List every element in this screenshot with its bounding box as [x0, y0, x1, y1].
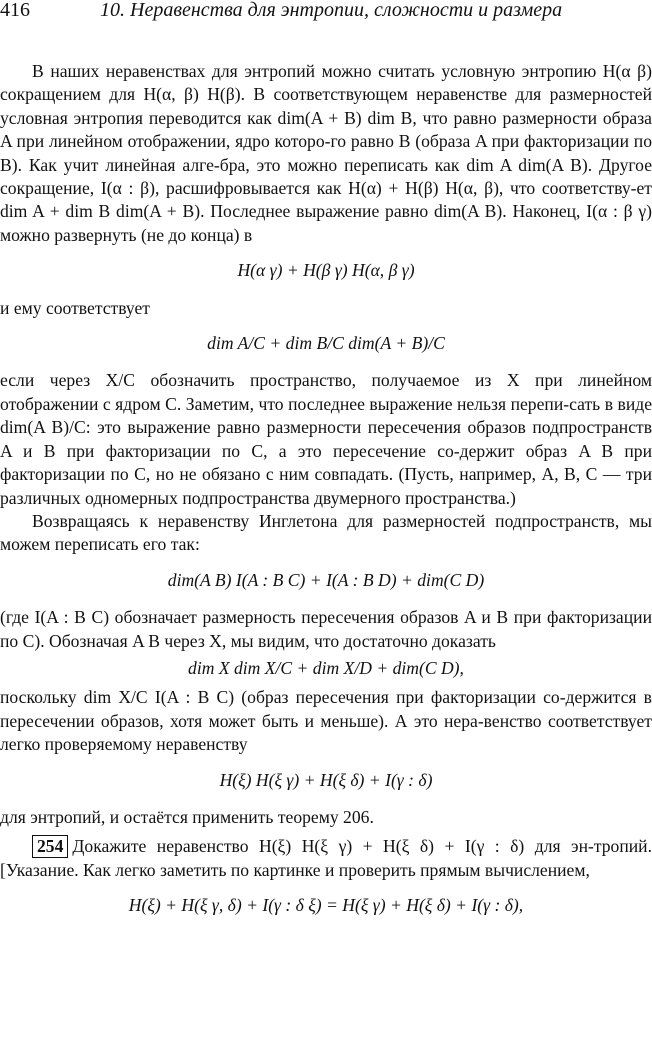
paragraph-apply-theorem: для энтропий, и остаётся применить теорему 206. [0, 806, 374, 827]
page-number: 416 [0, 0, 30, 21]
chapter-title: 10. Неравенства для энтропии, сложности и размера [100, 0, 563, 21]
paragraph-correspondence: и ему соответствует [0, 297, 150, 318]
formula-dimension-x: dim X dim X/C + dim X/D + dim(C D), [188, 657, 464, 678]
paragraph-ingleton-intro: Возвращаясь к неравенству Инглетона для размерностей подпространств, мы можем переписать его так: [0, 510, 652, 555]
formula-conditional-information: H(α γ) + H(β γ) H(α, β γ) [237, 260, 415, 281]
paragraph-image-intersection: поскольку dim X/C I(A : B C) (образ пересечения при факторизации со-держится в пересечении образов, хотя может быть и меньше). А это нера-венство соответствует легко проверяемому неравенству [0, 687, 652, 755]
formula-ingleton: dim(A B) I(A : B C) + I(A : B D) + dim(C D) [167, 569, 485, 590]
formula-hint-identity: H(ξ) + H(ξ γ, δ) + I(γ : δ ξ) = H(ξ γ) + H(ξ δ) + I(γ : δ), [128, 895, 524, 916]
formula-entropy-inequality: H(ξ) H(ξ γ) + H(ξ δ) + I(γ : δ) [219, 769, 433, 790]
body-text [0, 60, 652, 932]
problem-254 [0, 835, 652, 882]
formula-dimension-quotient: dim A/C + dim B/C dim(A + B)/C [207, 333, 445, 354]
paragraph-quotient-space: если через X/C обозначить пространство, получаемое из X при линейном отображении с ядром C. Заметим, что последнее выражение нельзя перепи-сать в виде dim(A B)/C: это выражение равно размерности пересечения образов подпространств A и B при факторизации по C, а это пересечение со-держит образ A B при факторизации по C, но не обязано с ним совпадать. (Пусть, например, A, B, C — три различных одномерных подпространства двумерного пространства.) [0, 370, 652, 508]
paragraph-conditional-entropy: В наших неравенствах для энтропий можно считать условную энтропию H(α β) сокращением для H(α, β) H(β). В соответствующем неравенстве для размерностей условная энтропия переводится как dim(A + B) dim B, что равно размерности образа A при линейном отображении, ядро которо-го равно B (образа A при факторизации по B). Как учит линейная алге-бра, это можно переписать как dim A dim(A B). Другое сокращение, I(α : β), расшифровывается как H(α) + H(β) H(α, β), что соответству-ет dim A + dim B dim(A + B). Последнее выражение равно dim(A B). Наконец, I(α : β γ) можно развернуть (не до конца) в [0, 61, 652, 245]
paragraph-intersection-note: (где I(A : B C) обозначает размерность пересечения образов A и B при факторизации по C). Обозначая A B через X, мы видим, что достаточно доказать [0, 607, 652, 651]
problem-number-box: 254 [32, 835, 68, 858]
problem-statement: Докажите неравенство H(ξ) H(ξ γ) + H(ξ δ) + I(γ : δ) для эн-тропий. [Указание. Как легко заметить по картинке и проверить прямым вычислением, [0, 836, 652, 880]
running-head [0, 0, 652, 24]
